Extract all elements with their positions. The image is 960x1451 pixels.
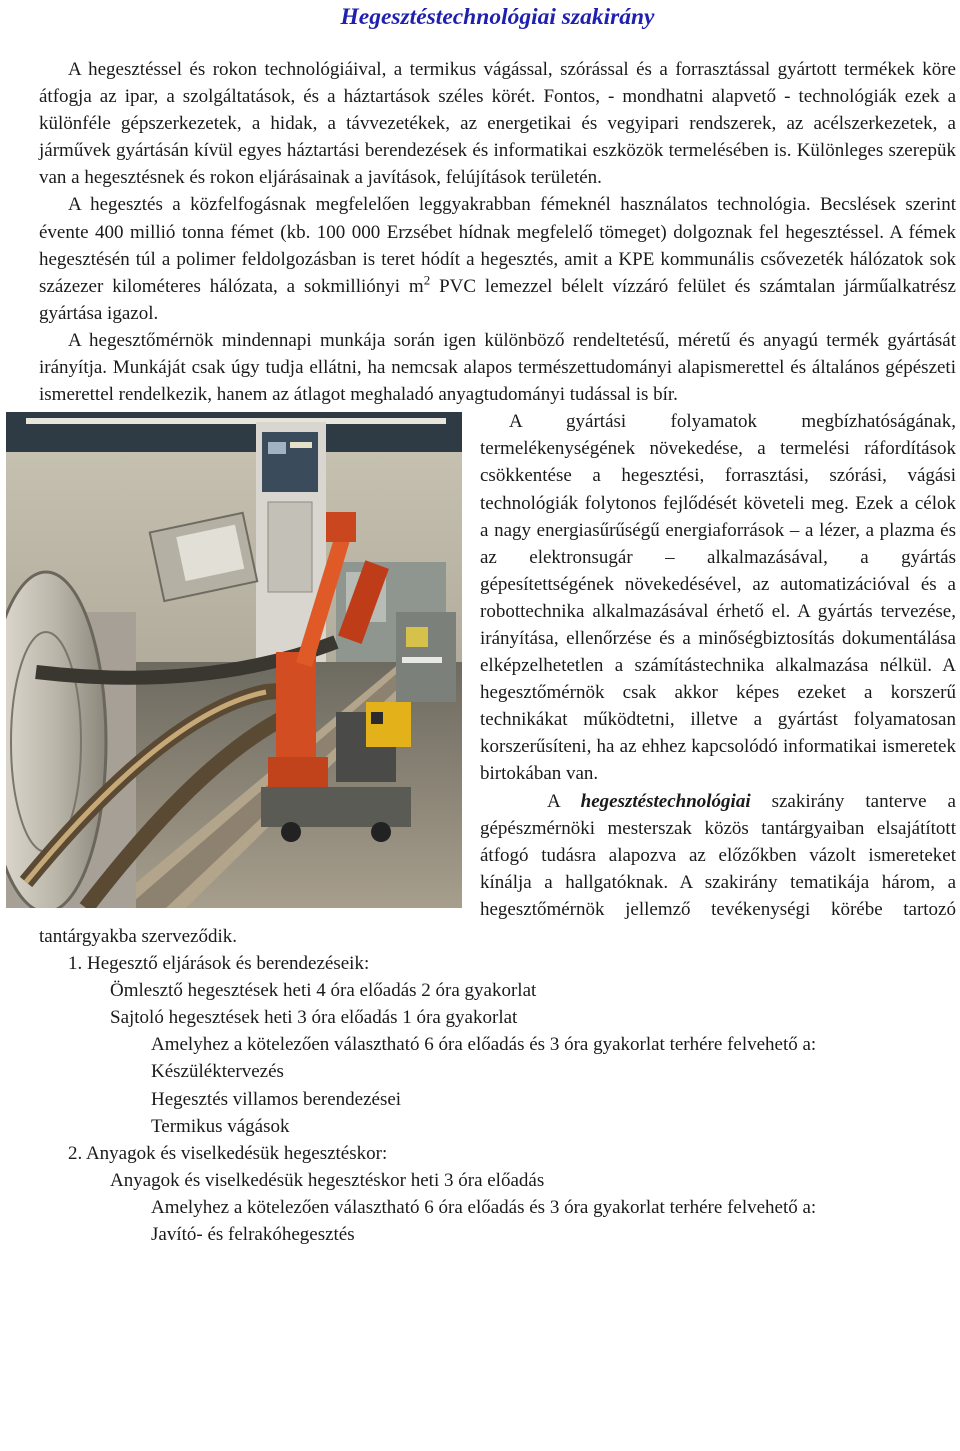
paragraph-metals xyxy=(39,191,956,326)
paragraph-engineer: A hegesztőmérnök mindennapi munkája során igen különböző rendeltetésű, méretű és anyagú termék gyártását irányítja. Munkáját csak úgy tudja ellátni, ha nemcsak alapos természettudományi alapismerettel és általános gépészeti ismerettel rendelkezik, hanem az átlagot meghaladó anyagtudományi tudással is bír. xyxy=(39,329,956,406)
section-1-elective-2: Hegesztés villamos berendezései xyxy=(151,1088,402,1110)
section-2-heading: 2. Anyagok és viselkedésük hegesztéskor: xyxy=(68,1142,388,1164)
curriculum-emphasis: hegesztéstechnológiai xyxy=(580,790,751,812)
section-1-course-2: Sajtoló hegesztések heti 3 óra előadás 1 óra gyakorlat xyxy=(110,1007,518,1029)
section-1-elective-1: Készüléktervezés xyxy=(151,1061,284,1083)
welding-robot-photo xyxy=(6,412,462,908)
paragraph-metals-tail: PVC lemezzel bélelt vízzáró felület és számtalan járműalkatrész gyártása igazol. xyxy=(39,275,956,324)
paragraph-metals-text: A hegesztés a közfelfogásnak megfelelően leggyakrabban fémeknél használatos technológia. Becslések szerint évente 400 millió tonna fémet (kb. 100 000 Erzsébet hídnak megfelelő tömeget) dolgoznak fel hegesztéssel. A fémek hegesztésén túl a polimer feldolgozásban is teret hódít a hegesztés, amit a KPE kommunális csővezeték hálózatok sok százezer kilométeres hálózata, a sokmilliónyi m xyxy=(39,194,956,297)
section-2-course-1: Anyagok és viselkedésük hegesztéskor heti 3 óra előadás xyxy=(110,1169,545,1191)
section-2-elective-note: Amelyhez a kötelezően választható 6 óra előadás és 3 óra gyakorlat terhére felvehető a: xyxy=(151,1196,817,1218)
section-2-elective-1: Javító- és felrakóhegesztés xyxy=(151,1224,355,1246)
superscript-2: 2 xyxy=(423,272,431,288)
section-1 xyxy=(39,950,956,1140)
paragraph-intro: A hegesztéssel és rokon technológiáival, a termikus vágással, szórással és a forrasztással gyártott termékek köre átfogja az ipar, a szolgáltatások, és a háztartások széles körét. Fontos, - mondhatni alapvető - technológiák ezek a különféle gépszerkezetek, a hidak, a távvezetékek, az energetikai és vegyipari rendszerek, az acélszerkezetek, a járművek gyártásán kívül egyes háztartási berendezések és informatikai eszközök termelésében is. Különleges szerepük van a hegesztésnek és rokon eljárásainak a javítások, felújítások területén. xyxy=(39,59,956,189)
section-1-elective-note: Amelyhez a kötelezően választható 6 óra előadás és 3 óra gyakorlat terhére felvehető a: xyxy=(151,1034,817,1056)
section-1-heading: 1. Hegesztő eljárások és berendezéseik: xyxy=(68,953,370,975)
paragraph-manufacturing: A gyártási folyamatok megbízhatóságának, termelékenységének növekedése, a termelési ráfordítások csökkentése a hegesztési, forrasztási, szórási, vágási technológiák folytonos fejlődését követeli meg. Ezek a célok a nagy energiasűrűségű energiaforrások – a lézer, a plazma és az elektronsugár – alkalmazásával, a gyártás gépesítettségének növekedésével, az automatizációval és a robottechnika alkalmazásával érhető el. A gyártás tervezése, irányítása, ellenőrzése és a minőségbiztosítás dokumentálása elképzelhetetlen a számítástechnika alkalmazása nélkül. A hegesztőmérnök csak akkor képes ezeket a korszerű technikákat működtetni, illetve a gyártást folyamatosan korszerűsíteni, ha az ehhez kapcsolódó informatikai ismeretek birtokában van. xyxy=(480,411,956,785)
curriculum-suffix: szakirány tanterve a gépészmérnöki mesterszak közös tantárgyaiban elsajátított átfogó tudásra alapozva az előzőkben vázolt ismereteket kínálja a hallgatóknak. A szakirány tematikája három, a hegesztőmérnök jellemző tevékenységi körébe tartozó tantárgyakba szerveződik. xyxy=(39,790,956,947)
section-1-course-1: Ömlesztő hegesztések heti 4 óra előadás 2 óra gyakorlat xyxy=(110,980,537,1002)
welding-robot-photo-drawing xyxy=(6,412,462,908)
page-title: Hegesztéstechnológiai szakirány xyxy=(340,4,655,30)
curriculum-prefix: A xyxy=(547,790,581,812)
section-2 xyxy=(39,1140,956,1248)
document-page xyxy=(0,2,960,1451)
section-1-elective-3: Termikus vágások xyxy=(151,1115,290,1137)
